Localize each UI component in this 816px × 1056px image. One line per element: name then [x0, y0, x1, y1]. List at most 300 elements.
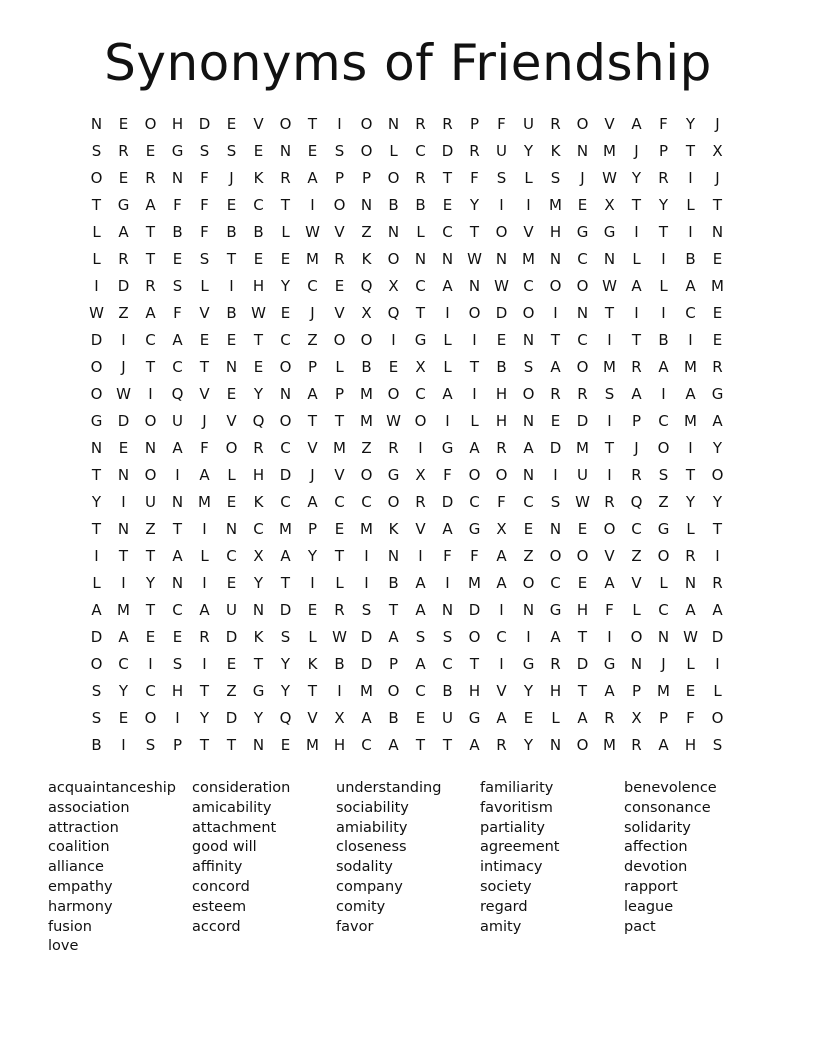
grid-letter[interactable]: D [549, 439, 562, 457]
grid-letter[interactable]: E [226, 655, 237, 673]
grid-letter[interactable]: C [523, 277, 534, 295]
grid-letter[interactable]: I [364, 574, 369, 592]
grid-letter[interactable]: M [306, 250, 319, 268]
grid-letter[interactable]: F [497, 115, 506, 133]
grid-letter[interactable]: E [577, 196, 588, 214]
grid-letter[interactable]: C [145, 331, 156, 349]
grid-letter[interactable]: G [117, 196, 130, 214]
grid-letter[interactable]: Y [280, 682, 291, 700]
grid-letter[interactable]: Z [145, 520, 156, 538]
grid-letter[interactable]: A [361, 709, 372, 727]
grid-letter[interactable]: H [549, 682, 562, 700]
grid-letter[interactable]: Z [658, 493, 669, 511]
grid-letter[interactable]: B [226, 304, 237, 322]
grid-letter[interactable]: S [523, 358, 534, 376]
grid-letter[interactable]: D [360, 628, 373, 646]
grid-letter[interactable]: C [550, 574, 561, 592]
grid-letter[interactable]: Y [253, 709, 264, 727]
grid-letter[interactable]: R [550, 115, 561, 133]
grid-letter[interactable]: A [523, 439, 534, 457]
grid-letter[interactable]: Y [145, 574, 156, 592]
grid-letter[interactable]: O [144, 466, 157, 484]
grid-letter[interactable]: O [630, 628, 643, 646]
grid-letter[interactable]: N [171, 493, 184, 511]
grid-letter[interactable]: S [496, 169, 507, 187]
grid-letter[interactable]: C [361, 493, 372, 511]
grid-letter[interactable]: O [414, 412, 427, 430]
grid-letter[interactable]: B [388, 574, 399, 592]
grid-letter[interactable]: L [659, 277, 668, 295]
grid-letter[interactable]: T [280, 196, 291, 214]
grid-letter[interactable]: N [495, 250, 508, 268]
grid-letter[interactable]: I [634, 223, 639, 241]
grid-letter[interactable]: I [499, 655, 504, 673]
grid-letter[interactable]: O [576, 277, 589, 295]
grid-letter[interactable]: A [145, 304, 156, 322]
grid-letter[interactable]: A [199, 466, 210, 484]
grid-letter[interactable]: K [388, 520, 399, 538]
grid-letter[interactable]: Y [469, 196, 480, 214]
grid-letter[interactable]: Q [171, 385, 184, 403]
grid-letter[interactable]: U [523, 115, 534, 133]
grid-letter[interactable]: E [280, 250, 291, 268]
grid-letter[interactable]: P [658, 142, 669, 160]
grid-letter[interactable]: H [252, 466, 265, 484]
grid-letter[interactable]: R [118, 142, 129, 160]
grid-letter[interactable]: I [445, 574, 450, 592]
grid-letter[interactable]: T [604, 439, 615, 457]
grid-letter[interactable]: A [280, 547, 291, 565]
grid-letter[interactable]: E [253, 358, 264, 376]
grid-letter[interactable]: E [415, 709, 426, 727]
grid-letter[interactable]: A [496, 709, 507, 727]
grid-letter[interactable]: M [117, 601, 130, 619]
grid-letter[interactable]: V [334, 466, 345, 484]
grid-letter[interactable]: Y [253, 385, 264, 403]
grid-letter[interactable]: I [607, 331, 612, 349]
grid-letter[interactable]: O [333, 196, 346, 214]
grid-letter[interactable]: Y [118, 682, 129, 700]
grid-letter[interactable]: A [307, 493, 318, 511]
grid-letter[interactable]: E [496, 331, 507, 349]
grid-letter[interactable]: N [684, 574, 697, 592]
grid-letter[interactable]: P [631, 412, 642, 430]
grid-letter[interactable]: D [711, 628, 724, 646]
grid-letter[interactable]: I [445, 412, 450, 430]
grid-letter[interactable]: R [604, 709, 615, 727]
grid-letter[interactable]: G [171, 142, 184, 160]
grid-letter[interactable]: V [496, 682, 507, 700]
grid-letter[interactable]: A [604, 574, 615, 592]
grid-letter[interactable]: I [418, 547, 423, 565]
grid-letter[interactable]: S [280, 628, 291, 646]
grid-letter[interactable]: I [121, 331, 126, 349]
grid-letter[interactable]: T [550, 331, 561, 349]
grid-letter[interactable]: R [550, 385, 561, 403]
grid-letter[interactable]: N [549, 250, 562, 268]
grid-letter[interactable]: C [658, 412, 669, 430]
grid-letter[interactable]: N [279, 385, 292, 403]
grid-letter[interactable]: E [118, 439, 129, 457]
grid-letter[interactable]: I [688, 439, 693, 457]
grid-letter[interactable]: C [685, 304, 696, 322]
grid-letter[interactable]: J [310, 304, 315, 322]
grid-letter[interactable]: K [253, 628, 264, 646]
grid-letter[interactable]: I [121, 493, 126, 511]
grid-letter[interactable]: A [469, 439, 480, 457]
grid-letter[interactable]: S [91, 682, 102, 700]
grid-letter[interactable]: W [575, 493, 590, 511]
grid-letter[interactable]: S [550, 169, 561, 187]
grid-letter[interactable]: I [607, 412, 612, 430]
grid-letter[interactable]: F [200, 223, 209, 241]
grid-letter[interactable]: T [307, 682, 318, 700]
grid-letter[interactable]: I [337, 115, 342, 133]
grid-letter[interactable]: N [225, 358, 238, 376]
grid-letter[interactable]: Y [253, 574, 264, 592]
grid-letter[interactable]: K [361, 250, 372, 268]
grid-letter[interactable]: L [524, 169, 533, 187]
grid-letter[interactable]: N [387, 223, 400, 241]
grid-letter[interactable]: O [279, 412, 292, 430]
grid-letter[interactable]: B [388, 196, 399, 214]
grid-letter[interactable]: N [90, 115, 103, 133]
grid-letter[interactable]: T [631, 196, 642, 214]
grid-letter[interactable]: W [602, 277, 617, 295]
grid-letter[interactable]: U [226, 601, 237, 619]
grid-letter[interactable]: N [441, 601, 454, 619]
grid-letter[interactable]: N [657, 628, 670, 646]
grid-letter[interactable]: N [414, 250, 427, 268]
grid-letter[interactable]: R [631, 466, 642, 484]
grid-letter[interactable]: R [658, 169, 669, 187]
grid-letter[interactable]: M [522, 250, 535, 268]
grid-letter[interactable]: C [307, 277, 318, 295]
grid-letter[interactable]: I [94, 547, 99, 565]
grid-letter[interactable]: O [549, 277, 562, 295]
grid-letter[interactable]: D [90, 331, 103, 349]
grid-letter[interactable]: Q [279, 709, 292, 727]
grid-letter[interactable]: A [415, 655, 426, 673]
grid-letter[interactable]: F [443, 466, 452, 484]
grid-letter[interactable]: E [307, 601, 318, 619]
grid-letter[interactable]: B [496, 358, 507, 376]
grid-letter[interactable]: W [386, 412, 401, 430]
grid-letter[interactable]: O [333, 331, 346, 349]
grid-letter[interactable]: O [522, 304, 535, 322]
grid-letter[interactable]: O [468, 466, 481, 484]
grid-letter[interactable]: O [360, 331, 373, 349]
grid-letter[interactable]: S [199, 250, 210, 268]
grid-letter[interactable]: I [661, 304, 666, 322]
grid-letter[interactable]: L [335, 358, 344, 376]
grid-letter[interactable]: I [175, 466, 180, 484]
grid-letter[interactable]: G [414, 331, 427, 349]
grid-letter[interactable]: K [253, 493, 264, 511]
grid-letter[interactable]: A [577, 709, 588, 727]
grid-letter[interactable]: R [415, 169, 426, 187]
grid-letter[interactable]: C [172, 358, 183, 376]
grid-letter[interactable]: N [522, 601, 535, 619]
grid-letter[interactable]: N [171, 169, 184, 187]
grid-letter[interactable]: N [522, 412, 535, 430]
grid-letter[interactable]: D [576, 412, 589, 430]
grid-letter[interactable]: A [307, 169, 318, 187]
grid-letter[interactable]: T [442, 169, 453, 187]
grid-letter[interactable]: S [415, 628, 426, 646]
grid-letter[interactable]: C [523, 493, 534, 511]
grid-letter[interactable]: X [361, 304, 372, 322]
grid-letter[interactable]: S [91, 142, 102, 160]
grid-letter[interactable]: F [443, 547, 452, 565]
grid-letter[interactable]: A [685, 385, 696, 403]
grid-letter[interactable]: E [253, 250, 264, 268]
grid-letter[interactable]: A [388, 628, 399, 646]
grid-letter[interactable]: F [605, 601, 614, 619]
grid-letter[interactable]: E [712, 304, 723, 322]
grid-letter[interactable]: I [310, 574, 315, 592]
grid-letter[interactable]: E [280, 304, 291, 322]
grid-letter[interactable]: D [117, 277, 130, 295]
grid-letter[interactable]: R [469, 142, 480, 160]
grid-letter[interactable]: L [92, 223, 101, 241]
grid-letter[interactable]: H [495, 385, 508, 403]
grid-letter[interactable]: I [553, 304, 558, 322]
grid-letter[interactable]: R [496, 736, 507, 754]
grid-letter[interactable]: S [604, 385, 615, 403]
grid-letter[interactable]: T [577, 682, 588, 700]
grid-letter[interactable]: A [631, 277, 642, 295]
grid-letter[interactable]: A [442, 520, 453, 538]
grid-letter[interactable]: A [550, 358, 561, 376]
grid-letter[interactable]: O [360, 142, 373, 160]
grid-letter[interactable]: L [308, 628, 317, 646]
grid-letter[interactable]: F [173, 196, 182, 214]
letter-grid[interactable] [83, 111, 731, 759]
grid-letter[interactable]: A [442, 277, 453, 295]
grid-letter[interactable]: I [148, 385, 153, 403]
grid-letter[interactable]: H [468, 682, 481, 700]
grid-letter[interactable]: Y [523, 736, 534, 754]
grid-letter[interactable]: C [253, 196, 264, 214]
grid-letter[interactable]: E [388, 358, 399, 376]
grid-letter[interactable]: W [602, 169, 617, 187]
grid-letter[interactable]: G [657, 520, 670, 538]
grid-letter[interactable]: Z [118, 304, 129, 322]
grid-letter[interactable]: Z [361, 439, 372, 457]
grid-letter[interactable]: V [199, 304, 210, 322]
grid-letter[interactable]: R [334, 250, 345, 268]
grid-letter[interactable]: G [90, 412, 103, 430]
grid-letter[interactable]: C [496, 628, 507, 646]
grid-letter[interactable]: I [202, 520, 207, 538]
grid-letter[interactable]: A [415, 574, 426, 592]
grid-letter[interactable]: I [391, 331, 396, 349]
grid-letter[interactable]: I [229, 277, 234, 295]
grid-letter[interactable]: J [715, 115, 720, 133]
grid-letter[interactable]: A [118, 223, 129, 241]
grid-letter[interactable]: M [360, 520, 373, 538]
grid-letter[interactable]: V [523, 223, 534, 241]
grid-letter[interactable]: A [658, 358, 669, 376]
grid-letter[interactable]: S [712, 736, 723, 754]
grid-letter[interactable]: V [334, 223, 345, 241]
grid-letter[interactable]: S [172, 277, 183, 295]
grid-letter[interactable]: J [715, 169, 720, 187]
grid-letter[interactable]: G [711, 385, 724, 403]
grid-letter[interactable]: O [90, 655, 103, 673]
grid-letter[interactable]: F [200, 439, 209, 457]
grid-letter[interactable]: O [549, 547, 562, 565]
grid-letter[interactable]: C [415, 385, 426, 403]
grid-letter[interactable]: N [576, 304, 589, 322]
grid-letter[interactable]: C [469, 493, 480, 511]
grid-letter[interactable]: L [389, 142, 398, 160]
grid-letter[interactable]: X [712, 142, 723, 160]
grid-letter[interactable]: L [92, 250, 101, 268]
grid-letter[interactable]: C [253, 520, 264, 538]
grid-letter[interactable]: K [550, 142, 561, 160]
grid-letter[interactable]: I [526, 628, 531, 646]
grid-letter[interactable]: T [172, 520, 183, 538]
grid-letter[interactable]: D [225, 628, 238, 646]
grid-letter[interactable]: V [226, 412, 237, 430]
grid-letter[interactable]: Y [91, 493, 102, 511]
grid-letter[interactable]: T [226, 736, 237, 754]
grid-letter[interactable]: B [658, 331, 669, 349]
grid-letter[interactable]: T [307, 115, 318, 133]
grid-letter[interactable]: A [685, 601, 696, 619]
grid-letter[interactable]: G [603, 655, 616, 673]
grid-letter[interactable]: E [145, 628, 156, 646]
grid-letter[interactable]: R [712, 358, 723, 376]
grid-letter[interactable]: U [577, 466, 588, 484]
grid-letter[interactable]: Y [631, 169, 642, 187]
grid-letter[interactable]: A [712, 412, 723, 430]
grid-letter[interactable]: L [227, 466, 236, 484]
grid-letter[interactable]: A [172, 439, 183, 457]
grid-letter[interactable]: Y [523, 682, 534, 700]
grid-letter[interactable]: J [202, 412, 207, 430]
grid-letter[interactable]: I [148, 655, 153, 673]
grid-letter[interactable]: B [442, 682, 453, 700]
grid-letter[interactable]: E [334, 520, 345, 538]
grid-letter[interactable]: A [172, 547, 183, 565]
grid-letter[interactable]: R [604, 493, 615, 511]
grid-letter[interactable]: O [387, 169, 400, 187]
grid-letter[interactable]: A [118, 628, 129, 646]
grid-letter[interactable]: F [200, 196, 209, 214]
grid-letter[interactable]: P [172, 736, 183, 754]
grid-letter[interactable]: R [415, 115, 426, 133]
grid-letter[interactable]: O [90, 169, 103, 187]
grid-letter[interactable]: D [441, 493, 454, 511]
grid-letter[interactable]: I [688, 331, 693, 349]
grid-letter[interactable]: R [388, 439, 399, 457]
grid-letter[interactable]: I [364, 547, 369, 565]
grid-letter[interactable]: W [305, 223, 320, 241]
grid-letter[interactable]: O [711, 709, 724, 727]
grid-letter[interactable]: B [334, 655, 345, 673]
grid-letter[interactable]: S [550, 493, 561, 511]
grid-letter[interactable]: R [577, 385, 588, 403]
grid-letter[interactable]: O [387, 682, 400, 700]
grid-letter[interactable]: Z [307, 331, 318, 349]
grid-letter[interactable]: O [495, 466, 508, 484]
grid-letter[interactable]: J [310, 466, 315, 484]
grid-letter[interactable]: M [603, 358, 616, 376]
grid-letter[interactable]: I [607, 466, 612, 484]
grid-letter[interactable]: X [496, 520, 507, 538]
grid-letter[interactable]: C [118, 655, 129, 673]
grid-letter[interactable]: G [549, 601, 562, 619]
grid-letter[interactable]: V [604, 547, 615, 565]
grid-letter[interactable]: G [468, 520, 481, 538]
grid-letter[interactable]: G [522, 655, 535, 673]
grid-letter[interactable]: Y [685, 115, 696, 133]
grid-letter[interactable]: I [499, 196, 504, 214]
grid-letter[interactable]: L [632, 601, 641, 619]
grid-letter[interactable]: Z [523, 547, 534, 565]
grid-letter[interactable]: Y [685, 493, 696, 511]
grid-letter[interactable]: S [199, 142, 210, 160]
grid-letter[interactable]: O [387, 493, 400, 511]
grid-letter[interactable]: R [199, 628, 210, 646]
grid-letter[interactable]: P [361, 169, 372, 187]
grid-letter[interactable]: X [253, 547, 264, 565]
grid-letter[interactable]: O [576, 358, 589, 376]
grid-letter[interactable]: O [360, 466, 373, 484]
grid-letter[interactable]: D [90, 628, 103, 646]
grid-letter[interactable]: T [280, 574, 291, 592]
grid-letter[interactable]: I [472, 331, 477, 349]
grid-letter[interactable]: T [334, 412, 345, 430]
grid-letter[interactable]: J [661, 655, 666, 673]
grid-letter[interactable]: E [712, 250, 723, 268]
grid-letter[interactable]: S [172, 655, 183, 673]
grid-letter[interactable]: I [445, 304, 450, 322]
grid-letter[interactable]: T [577, 628, 588, 646]
grid-letter[interactable]: J [580, 169, 585, 187]
grid-letter[interactable]: S [334, 142, 345, 160]
grid-letter[interactable]: R [145, 169, 156, 187]
grid-letter[interactable]: M [603, 142, 616, 160]
grid-letter[interactable]: F [497, 493, 506, 511]
grid-letter[interactable]: I [418, 439, 423, 457]
grid-letter[interactable]: A [415, 601, 426, 619]
grid-letter[interactable]: E [226, 196, 237, 214]
grid-letter[interactable]: R [118, 250, 129, 268]
grid-letter[interactable]: N [576, 142, 589, 160]
grid-letter[interactable]: I [94, 277, 99, 295]
grid-letter[interactable]: C [334, 493, 345, 511]
grid-letter[interactable]: R [280, 169, 291, 187]
grid-letter[interactable]: H [171, 682, 184, 700]
grid-letter[interactable]: A [496, 574, 507, 592]
grid-letter[interactable]: M [711, 277, 724, 295]
grid-letter[interactable]: R [253, 439, 264, 457]
grid-letter[interactable]: E [577, 520, 588, 538]
grid-letter[interactable]: T [145, 223, 156, 241]
grid-letter[interactable]: T [91, 466, 102, 484]
grid-letter[interactable]: I [661, 385, 666, 403]
grid-letter[interactable]: E [685, 682, 696, 700]
grid-letter[interactable]: O [387, 385, 400, 403]
grid-letter[interactable]: Q [387, 304, 400, 322]
grid-letter[interactable]: S [226, 142, 237, 160]
grid-letter[interactable]: I [202, 574, 207, 592]
grid-letter[interactable]: T [91, 520, 102, 538]
